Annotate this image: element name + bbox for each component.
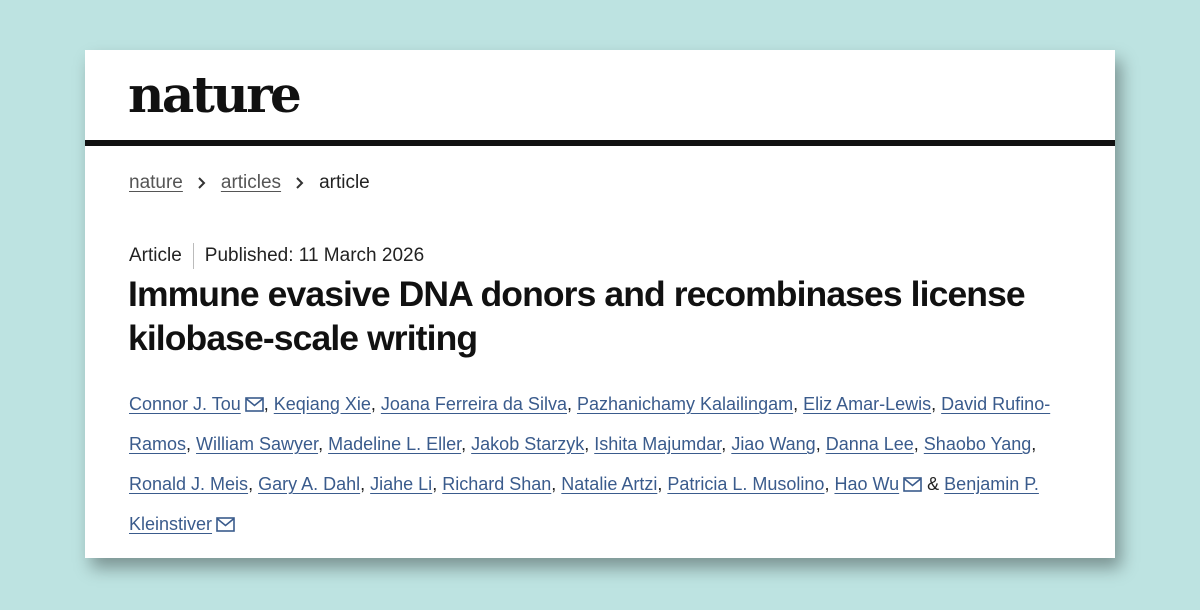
- author-link[interactable]: Jakob Starzyk: [471, 434, 585, 454]
- author-separator: ,: [263, 394, 274, 414]
- author-link[interactable]: Danna Lee: [825, 434, 914, 454]
- author-separator: ,: [360, 474, 371, 494]
- author-link[interactable]: Ishita Majumdar: [594, 434, 722, 454]
- author-link[interactable]: Patricia L. Musolino: [667, 474, 825, 494]
- author-separator: ,: [913, 434, 924, 454]
- author-link[interactable]: Eliz Amar-Lewis: [803, 394, 932, 414]
- author-link[interactable]: Madeline L. Eller: [328, 434, 462, 454]
- author-separator: ,: [793, 394, 804, 414]
- author-link[interactable]: Benjamin P. Kleinstiver: [129, 474, 1039, 534]
- author-separator: &: [922, 474, 945, 494]
- author-link[interactable]: Jiahe Li: [370, 474, 433, 494]
- author-link[interactable]: Ronald J. Meis: [129, 474, 249, 494]
- mail-icon[interactable]: [216, 517, 235, 532]
- author-link[interactable]: Pazhanichamy Kalailingam: [576, 394, 794, 414]
- author-link[interactable]: Shaobo Yang: [923, 434, 1032, 454]
- meta-divider: [193, 243, 194, 269]
- author-separator: ,: [551, 474, 562, 494]
- author-separator: ,: [370, 394, 381, 414]
- author-link[interactable]: Gary A. Dahl: [258, 474, 361, 494]
- author-link[interactable]: Joana Ferreira da Silva: [380, 394, 567, 414]
- author-link[interactable]: Natalie Artzi: [561, 474, 658, 494]
- breadcrumb-link-articles[interactable]: articles: [220, 172, 282, 193]
- author-link[interactable]: David Rufino-Ramos: [129, 394, 1051, 454]
- author-separator: ,: [657, 474, 668, 494]
- breadcrumb-link-nature[interactable]: nature: [129, 172, 183, 193]
- author-separator: ,: [1031, 434, 1037, 454]
- author-separator: ,: [931, 394, 942, 414]
- author-separator: ,: [186, 434, 197, 454]
- masthead: [85, 50, 1115, 146]
- published-date: Published: 11 March 2026: [204, 245, 425, 266]
- mail-icon[interactable]: [245, 397, 264, 412]
- author-separator: ,: [824, 474, 835, 494]
- author-link[interactable]: Jiao Wang: [731, 434, 816, 454]
- nature-logo[interactable]: nature: [128, 65, 300, 124]
- author-link[interactable]: Keqiang Xie: [273, 394, 371, 414]
- article-title: Immune evasive DNA donors and recombinases license kilobase-scale writing: [128, 274, 1025, 358]
- author-link[interactable]: William Sawyer: [196, 434, 319, 454]
- author-link[interactable]: Connor J. Tou: [129, 394, 241, 414]
- author-separator: ,: [721, 434, 732, 454]
- author-separator: ,: [584, 434, 595, 454]
- author-separator: ,: [318, 434, 329, 454]
- author-link[interactable]: Hao Wu: [834, 474, 900, 494]
- breadcrumb-current: article: [319, 172, 370, 193]
- article-meta: [129, 243, 424, 269]
- author-separator: ,: [432, 474, 443, 494]
- article-type: Article: [129, 245, 182, 266]
- breadcrumb: [129, 172, 370, 194]
- author-separator: ,: [815, 434, 826, 454]
- author-separator: ,: [566, 394, 577, 414]
- author-separator: ,: [248, 474, 259, 494]
- article-card: [85, 50, 1115, 558]
- chevron-right-icon: [293, 176, 307, 190]
- author-list: [129, 384, 1089, 544]
- author-separator: ,: [461, 434, 472, 454]
- chevron-right-icon: [195, 176, 209, 190]
- author-link[interactable]: Richard Shan: [442, 474, 552, 494]
- mail-icon[interactable]: [903, 477, 922, 492]
